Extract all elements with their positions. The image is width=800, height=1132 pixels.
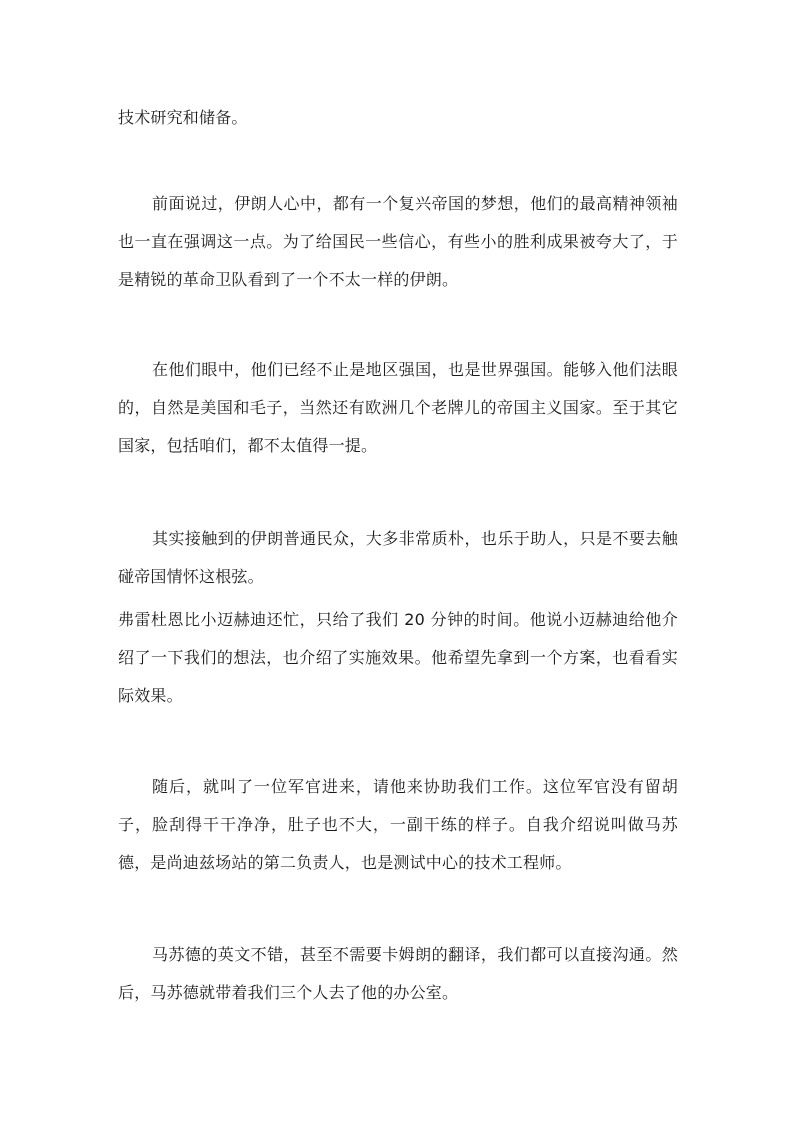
paragraph-5: 弗雷杜恩比小迈赫迪还忙，只给了我们 20 分钟的时间。他说小迈赫迪给他介绍了一下我们的想法，也介绍了实施效果。他希望先拿到一个方案，也看看实际效果。: [118, 610, 678, 705]
paragraph-3: 在他们眼中，他们已经不止是地区强国，也是世界强国。能够入他们法眼的，自然是美国和毛子，当然还有欧洲几个老牌儿的帝国主义国家。至于其它国家，包括咱们，都不太值得一提。: [118, 360, 678, 455]
paragraph-1: 技术研究和储备。: [118, 108, 248, 127]
paragraph-4: 其实接触到的伊朗普通民众，大多非常质朴，也乐于助人，只是不要去触碰帝国情怀这根弦。: [118, 529, 678, 586]
paragraph-6: 随后，就叫了一位军官进来，请他来协助我们工作。这位军官没有留胡子，脸刮得干干净净，肚子也不大，一副干练的样子。自我介绍说叫做马苏德，是尚迪兹场站的第二负责人，也是测试中心的技术工程师。: [118, 777, 678, 872]
paragraph-2: 前面说过，伊朗人心中，都有一个复兴帝国的梦想，他们的最高精神领袖也一直在强调这一点。为了给国民一些信心，有些小的胜利成果被夸大了，于是精锐的革命卫队看到了一个不太一样的伊朗。: [118, 194, 678, 289]
paragraph-7: 马苏德的英文不错，甚至不需要卡姆朗的翻译，我们都可以直接沟通。然后，马苏德就带着我们三个人去了他的办公室。: [118, 945, 678, 1002]
